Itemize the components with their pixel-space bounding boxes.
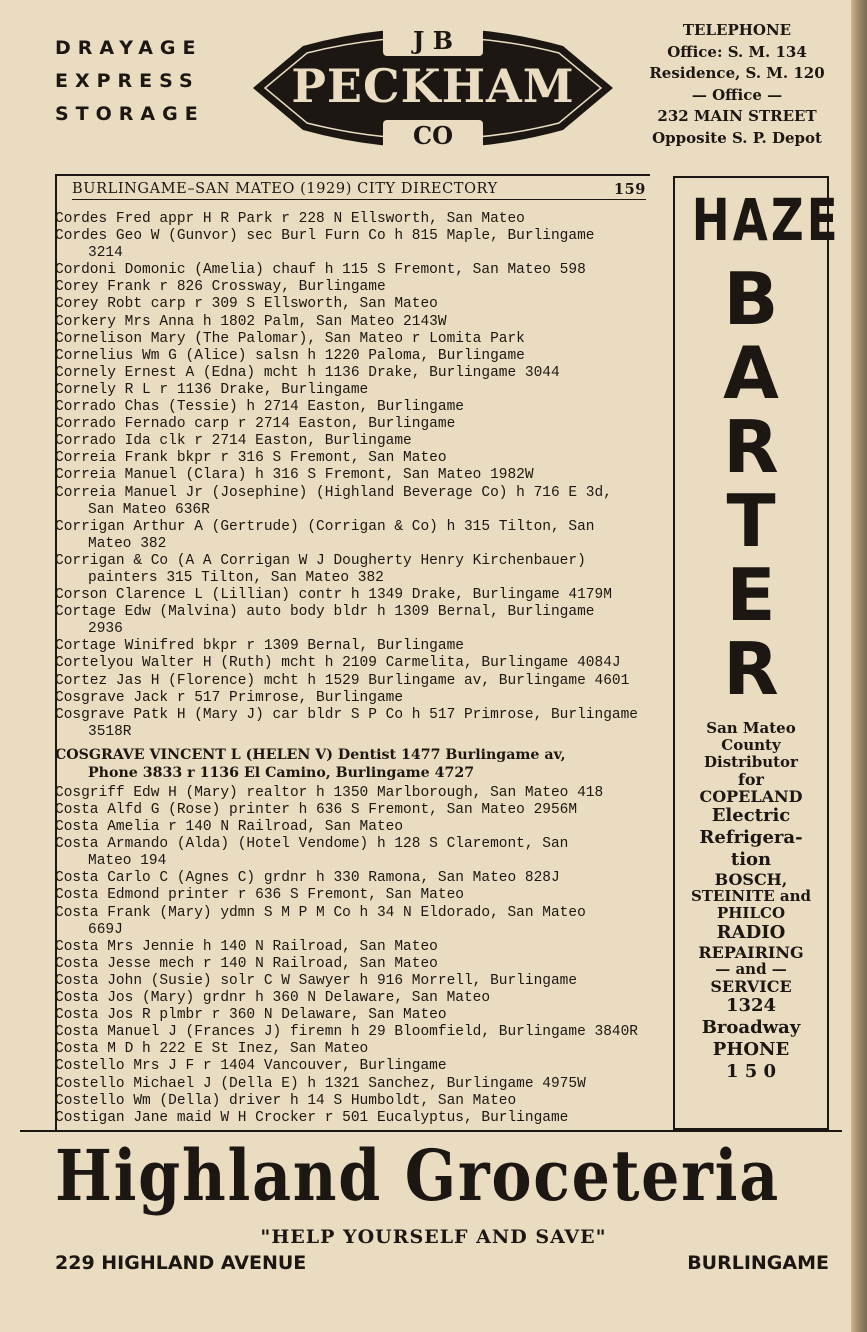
entry-text: Correia Manuel (Clara) h 316 S Fremont, San Mateo 1982W xyxy=(55,467,534,484)
entry-text: Cortage Winifred bkpr r 1309 Bernal, Burlingame xyxy=(55,638,464,655)
ad-line: for xyxy=(738,770,764,789)
entry-text: Costa Carlo C (Agnes C) grdnr h 330 Ramona, San Mateo 828J xyxy=(55,870,560,887)
ad-line: — and — xyxy=(715,960,787,978)
entry-text: Cordes Fred appr H R Park r 228 N Ellsworth, San Mateo xyxy=(55,211,525,227)
entry-text: Cortez Jas H (Florence) mcht h 1529 Burlingame av, Burlingame 4601 xyxy=(55,672,630,689)
page-edge xyxy=(851,0,867,1332)
entry-text: Costa Amelia r 140 N Railroad, San Mateo xyxy=(55,819,404,836)
entry-text: Costa Mrs Jennie h 140 N Railroad, San Mateo xyxy=(55,938,438,955)
ad-line: BOSCH, xyxy=(714,870,788,889)
footer-ad-title: Highland Groceteria xyxy=(55,1134,780,1217)
entry-text: Costello Mrs J F r 1404 Vancouver, Burlingame xyxy=(55,1058,447,1075)
entry-continuation: 3214 xyxy=(88,245,123,262)
directory-entry xyxy=(55,673,650,690)
ad-line: RADIO xyxy=(716,922,786,943)
directory-entry xyxy=(55,1110,650,1127)
entry-text: Costa M D h 222 E St Inez, San Mateo xyxy=(55,1041,369,1058)
page-number: 159 xyxy=(613,181,646,198)
directory-entry xyxy=(55,382,650,399)
entry-text: Cortelyou Walter H (Ruth) mcht h 2109 Carmelita, Burlingame 4084J xyxy=(55,655,621,672)
entry-continuation: Mateo 194 xyxy=(88,853,167,870)
directory-entry xyxy=(55,956,650,973)
directory-entry xyxy=(55,887,650,904)
directory-entry xyxy=(55,365,650,382)
directory-entry xyxy=(55,450,650,467)
header-contact xyxy=(628,20,846,149)
directory-entry xyxy=(55,939,650,956)
entry-text: Costa Manuel J (Frances J) firemn h 29 Bloomfield, Burlingame 3840R xyxy=(55,1024,638,1041)
barter-letter: T xyxy=(726,479,776,563)
directory-entry xyxy=(55,990,650,1007)
entry-text: Costa John (Susie) solr C W Sawyer h 916 Morrell, Burlingame xyxy=(55,972,578,989)
directory-entry xyxy=(55,553,650,587)
directory-entry xyxy=(55,296,650,313)
footer-divider xyxy=(20,1130,842,1132)
entry-text: Cornelison Mary (The Palomar), San Mateo r Lomita Park xyxy=(55,330,525,347)
directory-entry xyxy=(55,399,650,416)
entry-text: Costa Edmond printer r 636 S Fremont, San Mateo xyxy=(55,887,464,904)
contact-line: Opposite S. P. Depot xyxy=(652,128,822,147)
entry-text: Costello Wm (Della) driver h 14 S Humboldt, San Mateo xyxy=(55,1092,517,1109)
entry-text: Corrigan Arthur A (Gertrude) (Corrigan & Co) h 315 Tilton, San xyxy=(55,518,595,535)
entry-text: Corson Clarence L (Lillian) contr h 1349 Drake, Burlingame 4179M xyxy=(55,587,612,604)
directory-entry xyxy=(55,433,650,450)
ad-details xyxy=(675,720,827,1083)
ad-barter-word xyxy=(675,257,827,711)
directory-entry xyxy=(55,211,650,228)
ad-line: REPAIRING xyxy=(698,943,804,962)
contact-line: Office: S. M. 134 xyxy=(667,42,807,61)
directory-entry xyxy=(55,1093,650,1110)
entry-text: Costa Alfd G (Rose) printer h 636 S Fremont, San Mateo 2956M xyxy=(55,802,578,818)
entry-text: Cordes Geo W (Gunvor) sec Burl Furn Co h 815 Maple, Burlingame xyxy=(55,228,595,245)
entry-text: COSGRAVE VINCENT L (HELEN V) Dentist 1477 Burlingame av, xyxy=(55,746,566,763)
ad-line: Refrigera- xyxy=(699,827,803,848)
entry-text: Costa Frank (Mary) ydmn S M P M Co h 34 N Eldorado, San Mateo xyxy=(55,904,586,921)
contact-line: — Office — xyxy=(691,85,783,104)
contact-line: 232 MAIN STREET xyxy=(657,107,817,125)
directory-entry xyxy=(55,604,650,638)
entry-continuation: Phone 3833 r 1136 El Camino, Burlingame 4727 xyxy=(88,764,475,781)
directory-entry xyxy=(55,228,650,262)
entry-continuation: 3518R xyxy=(88,723,132,740)
contact-line: Residence, S. M. 120 xyxy=(649,64,825,82)
ad-line: Electric xyxy=(711,805,791,826)
directory-entry xyxy=(55,587,650,604)
directory-entry xyxy=(55,836,650,870)
directory-entry xyxy=(55,485,650,519)
directory-entry xyxy=(55,1024,650,1041)
logo-top-text: J B xyxy=(413,26,453,55)
entry-text: Corkery Mrs Anna h 1802 Palm, San Mateo 2143W xyxy=(55,313,447,330)
directory-entry xyxy=(55,638,650,655)
directory-entry xyxy=(55,1076,650,1093)
entry-continuation: painters 315 Tilton, San Mateo 382 xyxy=(88,569,384,586)
entry-continuation: 669J xyxy=(88,921,123,938)
directory-entry xyxy=(55,416,650,433)
directory-entry xyxy=(55,331,650,348)
footer-address: 229 HIGHLAND AVENUE xyxy=(55,1252,307,1274)
directory-entry xyxy=(55,314,650,331)
entry-text: Cosgriff Edw H (Mary) realtor h 1350 Marlborough, San Mateo 418 xyxy=(55,784,604,801)
directory-entry xyxy=(55,348,650,365)
barter-letter: B xyxy=(723,257,779,341)
directory-entry xyxy=(55,707,650,741)
service-line: EXPRESS xyxy=(55,70,200,92)
entry-text: Cornely R L r 1136 Drake, Burlingame xyxy=(55,381,369,398)
entry-text: Corey Robt carp r 309 S Ellsworth, San Mateo xyxy=(55,296,438,313)
running-head xyxy=(72,181,646,200)
directory-title: BURLINGAME–SAN MATEO (1929) CITY DIRECTORY xyxy=(72,181,498,197)
ad-line: tion xyxy=(730,849,772,870)
entry-text: Corrado Chas (Tessie) h 2714 Easton, Burlingame xyxy=(55,399,464,416)
ad-line: San Mateo xyxy=(706,719,796,737)
directory-entry xyxy=(55,519,650,553)
entry-text: Corrigan & Co (A A Corrigan W J Dougherty Henry Kirchenbauer) xyxy=(55,552,586,569)
entry-text: Corrado Fernado carp r 2714 Easton, Burlingame xyxy=(55,416,456,433)
ad-line: 1 5 0 xyxy=(725,1061,777,1082)
directory-entry xyxy=(55,690,650,707)
entry-text: Costigan Jane maid W H Crocker r 501 Eucalyptus, Burlingame xyxy=(55,1109,569,1126)
entry-text: Correia Frank bkpr r 316 S Fremont, San Mateo xyxy=(55,450,447,467)
directory-entry xyxy=(55,467,650,484)
header-services xyxy=(55,32,205,131)
ad-line: SERVICE xyxy=(710,977,792,996)
ad-line: PHILCO xyxy=(716,904,786,922)
service-line: DRAYAGE xyxy=(55,37,203,59)
directory-entry xyxy=(55,279,650,296)
entry-text: Cosgrave Patk H (Mary J) car bldr S P Co h 517 Primrose, Burlingame xyxy=(55,706,638,723)
directory-entry xyxy=(55,802,650,819)
ad-line: PHONE xyxy=(712,1039,790,1060)
directory-entry xyxy=(55,870,650,887)
directory-entry xyxy=(55,655,650,672)
entry-text: Costa Jos R plmbr r 360 N Delaware, San Mateo xyxy=(55,1007,447,1024)
entry-text: Cornelius Wm G (Alice) salsn h 1220 Paloma, Burlingame xyxy=(55,347,525,364)
ad-haze-word: HAZE xyxy=(691,186,841,254)
peckham-logo xyxy=(243,18,623,158)
contact-line: TELEPHONE xyxy=(682,21,792,39)
entry-text: Cortage Edw (Malvina) auto body bldr h 1309 Bernal, Burlingame xyxy=(55,604,595,621)
entry-text: Cornely Ernest A (Edna) mcht h 1136 Drake, Burlingame 3044 xyxy=(55,364,560,381)
barter-letter: R xyxy=(723,627,779,711)
ad-line: Broadway xyxy=(701,1017,801,1038)
service-line: STORAGE xyxy=(55,103,205,125)
directory-entry xyxy=(55,819,650,836)
directory-entries xyxy=(55,211,650,1127)
footer-slogan: "HELP YOURSELF AND SAVE" xyxy=(260,1226,607,1248)
ad-line: COPELAND xyxy=(699,787,803,806)
logo-name-text: PECKHAM xyxy=(291,59,575,113)
ad-line: County xyxy=(721,736,781,754)
entry-text: Corey Frank r 826 Crossway, Burlingame xyxy=(55,279,386,296)
directory-entry xyxy=(55,1007,650,1024)
directory-entry xyxy=(55,262,650,279)
entry-text: Costa Jesse mech r 140 N Railroad, San Mateo xyxy=(55,955,438,972)
ad-line: STEINITE and xyxy=(690,887,812,905)
ad-line: Distributor xyxy=(704,753,798,771)
entry-text: Cosgrave Jack r 517 Primrose, Burlingame xyxy=(55,689,404,706)
barter-letter: A xyxy=(723,331,779,415)
ad-line: 1324 xyxy=(725,995,777,1016)
directory-entry xyxy=(55,905,650,939)
barter-letter: E xyxy=(726,553,776,637)
entry-continuation: Mateo 382 xyxy=(88,535,167,552)
directory-entry xyxy=(55,785,650,802)
directory-entry xyxy=(55,1058,650,1075)
entry-text: Costello Michael J (Della E) h 1321 Sanchez, Burlingame 4975W xyxy=(55,1075,586,1092)
entry-text: Correia Manuel Jr (Josephine) (Highland Beverage Co) h 716 E 3d, xyxy=(55,484,612,501)
directory-entry-display xyxy=(55,746,650,782)
barter-letter: R xyxy=(723,405,779,489)
footer-city: BURLINGAME xyxy=(687,1252,829,1274)
entry-continuation: San Mateo 636R xyxy=(88,501,210,518)
entry-text: Costa Jos (Mary) grdnr h 360 N Delaware, San Mateo xyxy=(55,990,491,1007)
directory-entry xyxy=(55,973,650,990)
entry-text: Cordoni Domonic (Amelia) chauf h 115 S Fremont, San Mateo 598 xyxy=(55,262,586,279)
entry-text: Corrado Ida clk r 2714 Easton, Burlingame xyxy=(55,433,412,450)
directory-entry xyxy=(55,1041,650,1058)
entry-text: Costa Armando (Alda) (Hotel Vendome) h 128 S Claremont, San xyxy=(55,836,569,853)
entry-continuation: 2936 xyxy=(88,621,123,638)
logo-bottom-text: CO xyxy=(412,121,454,150)
